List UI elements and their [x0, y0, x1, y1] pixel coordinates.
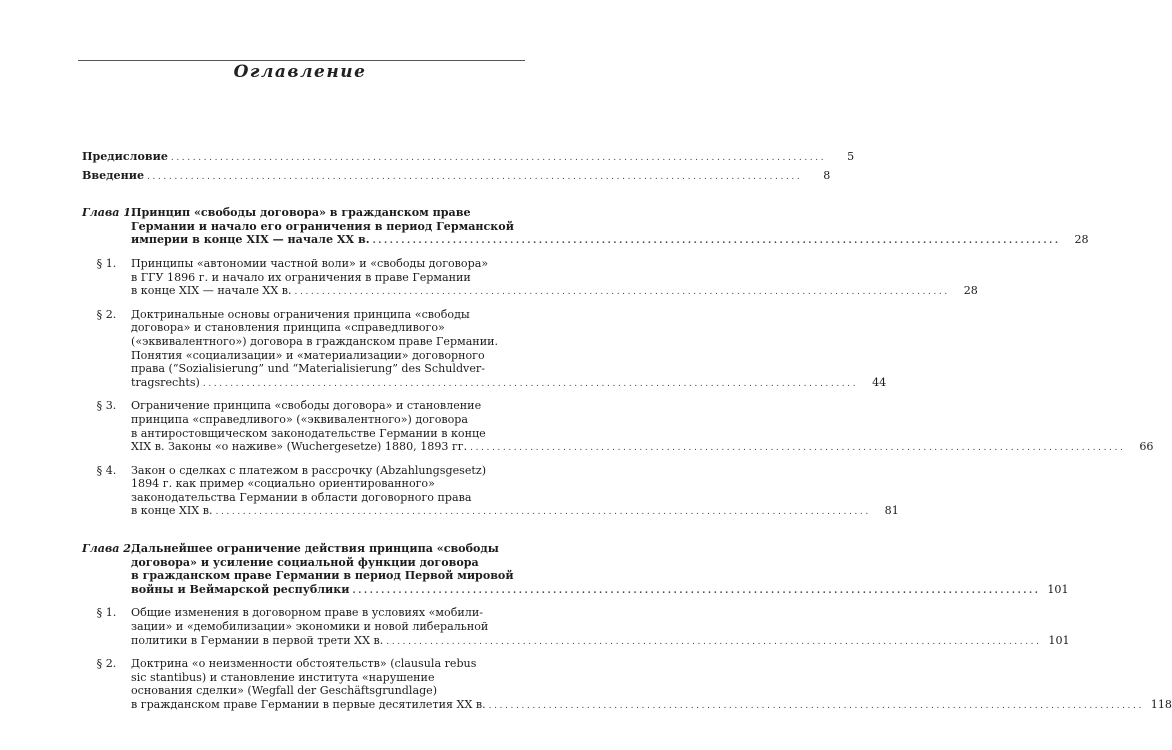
toc-section-1-4[interactable]	[82, 463, 899, 520]
toc-chapter-1[interactable]	[82, 206, 1089, 249]
section-title-line: права (“Sozialisierung” und “Materialisierung” des Schuldver-	[131, 362, 485, 376]
chapter-label: Глава 2.	[82, 542, 135, 556]
section-title-line: политики в Германии в первой трети XX в.	[131, 633, 384, 647]
toc-section-1-2[interactable]	[82, 307, 887, 392]
page-number: 8	[823, 168, 831, 182]
section-title-line: («эквивалентного») договора в гражданском праве Германии.	[131, 334, 499, 348]
toc-section-1-1[interactable]	[82, 256, 978, 300]
leader-dots: ........................................................................................................................	[386, 636, 1042, 647]
section-title-line: в конце XIX в.	[131, 504, 213, 518]
chapter-title-line: в гражданском праве Германии в период Первой мировой	[131, 569, 514, 583]
section-number: § 2.	[96, 657, 117, 671]
leader-dots: ........................................................................................................................	[352, 585, 1041, 596]
section-title-line: основания сделки» (Wegfall der Geschäftsgrundlage)	[131, 684, 438, 698]
toc-section-1-3[interactable]	[82, 399, 1154, 455]
section-number: § 1.	[96, 606, 117, 620]
leader-dots: ........................................................................................................................	[170, 153, 827, 163]
section-title-line: Общие изменения в договорном праве в условиях «мобили-	[131, 606, 483, 620]
chapter-title-line: договора» и усиление социальной функции договора	[131, 555, 479, 569]
section-number: § 2.	[96, 307, 117, 321]
section-number: § 1.	[96, 256, 117, 270]
page-number: 118	[1150, 698, 1172, 711]
toc-section-2-2[interactable]	[82, 657, 1172, 713]
table-of-contents	[82, 150, 1172, 714]
section-title-line: 1894 г. как пример «социально ориентированного»	[131, 477, 435, 491]
section-title-line: Закон о сделках с платежом в рассрочку (Abzahlungsgesetz)	[131, 463, 487, 477]
section-number: § 3.	[96, 399, 117, 413]
section-title-line: Принципы «автономии частной воли» и «свободы договора»	[131, 256, 489, 270]
page-number: 101	[1048, 633, 1070, 647]
section-title-line: tragsrechts)	[131, 375, 200, 389]
section-number: § 4.	[96, 463, 117, 477]
page-number: 28	[1074, 233, 1089, 247]
section-title-line: sic stantibus) и становление института «нарушение	[131, 670, 435, 684]
toc-entry-preface[interactable]	[82, 150, 855, 166]
leader-dots: ........................................................................................................................	[202, 378, 859, 389]
page-number: 66	[1139, 440, 1154, 454]
toc-section-2-1[interactable]	[82, 606, 1070, 649]
top-rule	[78, 60, 525, 61]
section-title-line: Ограничение принципа «свободы договора» и становление	[131, 399, 482, 413]
page-number: 101	[1047, 582, 1069, 596]
section-title-line: в конце XIX — начале XX в.	[131, 284, 292, 298]
toc-entry-introduction[interactable]	[82, 168, 831, 185]
page-number: 81	[884, 504, 899, 518]
leader-dots: ........................................................................................................................	[294, 287, 950, 298]
leader-dots: ........................................................................................................................	[147, 171, 803, 182]
section-title-line: Понятия «социализации» и «материализации» договорного	[131, 348, 485, 362]
leader-dots: ........................................................................................................................	[215, 507, 871, 518]
page-number: 44	[872, 375, 887, 389]
page-title: Оглавление	[233, 62, 367, 82]
chapter-title-line: войны и Веймарской республики	[131, 582, 350, 596]
entry-label: Предисловие	[82, 150, 168, 163]
section-title-line: Доктринальные основы ограничения принципа «свободы	[131, 307, 470, 321]
section-title-line: в ГГУ 1896 г. и начало их ограничения в праве Германии	[131, 270, 471, 284]
chapter-title-line: Принцип «свободы договора» в гражданском праве	[131, 206, 471, 220]
section-title-line: Доктрина «о неизменности обстоятельств» (clausula rebus	[131, 657, 477, 671]
section-title-line: договора» и становления принципа «справедливого»	[131, 321, 445, 335]
page-number: 5	[847, 150, 855, 163]
page-number: 28	[963, 284, 978, 298]
entry-label: Введение	[82, 168, 145, 182]
leader-dots: ........................................................................................................................	[372, 236, 1061, 247]
chapter-title-line: Дальнейшее ограничение действия принципа «свободы	[131, 542, 499, 556]
section-title-line: в гражданском праве Германии в первые десятилетия XX в.	[131, 698, 486, 711]
toc-chapter-2[interactable]	[82, 542, 1069, 598]
leader-dots: ........................................................................................................................	[488, 701, 1144, 711]
chapter-title-line: Германии и начало его ограничения в период Германской	[131, 219, 514, 233]
section-title-line: законодательства Германии в области договорного права	[131, 490, 472, 504]
section-title-line: XIX в. Законы «о наживе» (Wuchergesetze) 1880, 1893 гг.	[131, 440, 468, 454]
section-title-line: зации» и «демобилизации» экономики и новой либеральной	[131, 620, 489, 634]
section-title-line: в антиростовщическом законодательстве Германии в конце	[131, 426, 486, 440]
section-title-line: принципа «справедливого» («эквивалентного») договора	[131, 412, 469, 426]
chapter-title-line: империи в конце XIX — начале XX в.	[131, 233, 370, 247]
leader-dots: ........................................................................................................................	[470, 443, 1126, 454]
chapter-label: Глава 1.	[82, 206, 135, 220]
